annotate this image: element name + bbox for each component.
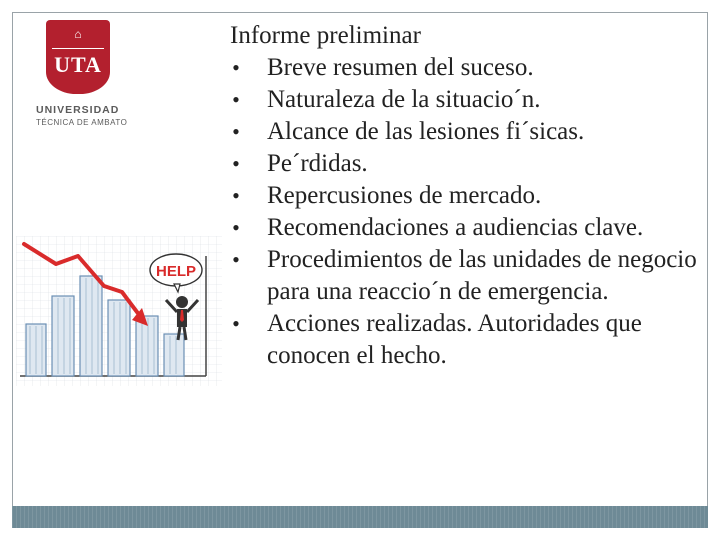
bullet-item bbox=[230, 116, 700, 148]
logo-university-subtitle: TÉCNICA DE AMBATO bbox=[36, 118, 128, 127]
help-speech-text: HELP bbox=[155, 263, 197, 280]
bullet-icon: • bbox=[232, 247, 240, 272]
bullet-item bbox=[230, 180, 700, 212]
bullet-text: Recomendaciones a audiencias clave. bbox=[267, 214, 644, 241]
bullet-text: Repercusiones de mercado. bbox=[267, 182, 542, 209]
logo-university-name: UNIVERSIDAD bbox=[36, 104, 120, 116]
bullet-icon: • bbox=[232, 311, 240, 336]
logo-divider bbox=[52, 48, 104, 49]
bullet-text: Naturaleza de la situacio´n. bbox=[267, 86, 541, 113]
bullet-item bbox=[230, 244, 700, 308]
declining-chart-help-icon bbox=[16, 236, 222, 386]
bullet-icon: • bbox=[232, 119, 240, 144]
footer-bar bbox=[12, 506, 708, 528]
university-logo bbox=[30, 18, 160, 138]
bullet-item bbox=[230, 84, 700, 116]
bullet-icon: • bbox=[232, 215, 240, 240]
bullet-text: Acciones realizadas. Autoridades que conocen el hecho. bbox=[267, 310, 642, 369]
bullet-text: Alcance de las lesiones fi´sicas. bbox=[267, 118, 585, 145]
bullet-item bbox=[230, 52, 700, 84]
bullet-item bbox=[230, 148, 700, 180]
bullet-item bbox=[230, 212, 700, 244]
logo-acronym: UTA bbox=[54, 52, 102, 77]
bullet-text: Pe´rdidas. bbox=[267, 150, 368, 177]
footer-pattern bbox=[12, 506, 708, 528]
slide-content bbox=[230, 20, 700, 372]
crest-icon: ⌂ bbox=[74, 27, 82, 41]
bullet-item bbox=[230, 308, 700, 372]
bullet-icon: • bbox=[232, 151, 240, 176]
bullet-icon: • bbox=[232, 183, 240, 208]
bullet-text: Breve resumen del suceso. bbox=[267, 54, 534, 81]
bullet-icon: • bbox=[232, 87, 240, 112]
bullet-list bbox=[230, 52, 700, 372]
slide-heading: Informe preliminar bbox=[230, 22, 421, 49]
bullet-icon: • bbox=[232, 55, 240, 80]
bullet-text: Procedimientos de las unidades de negocio para una reaccio´n de emergencia. bbox=[267, 246, 697, 305]
